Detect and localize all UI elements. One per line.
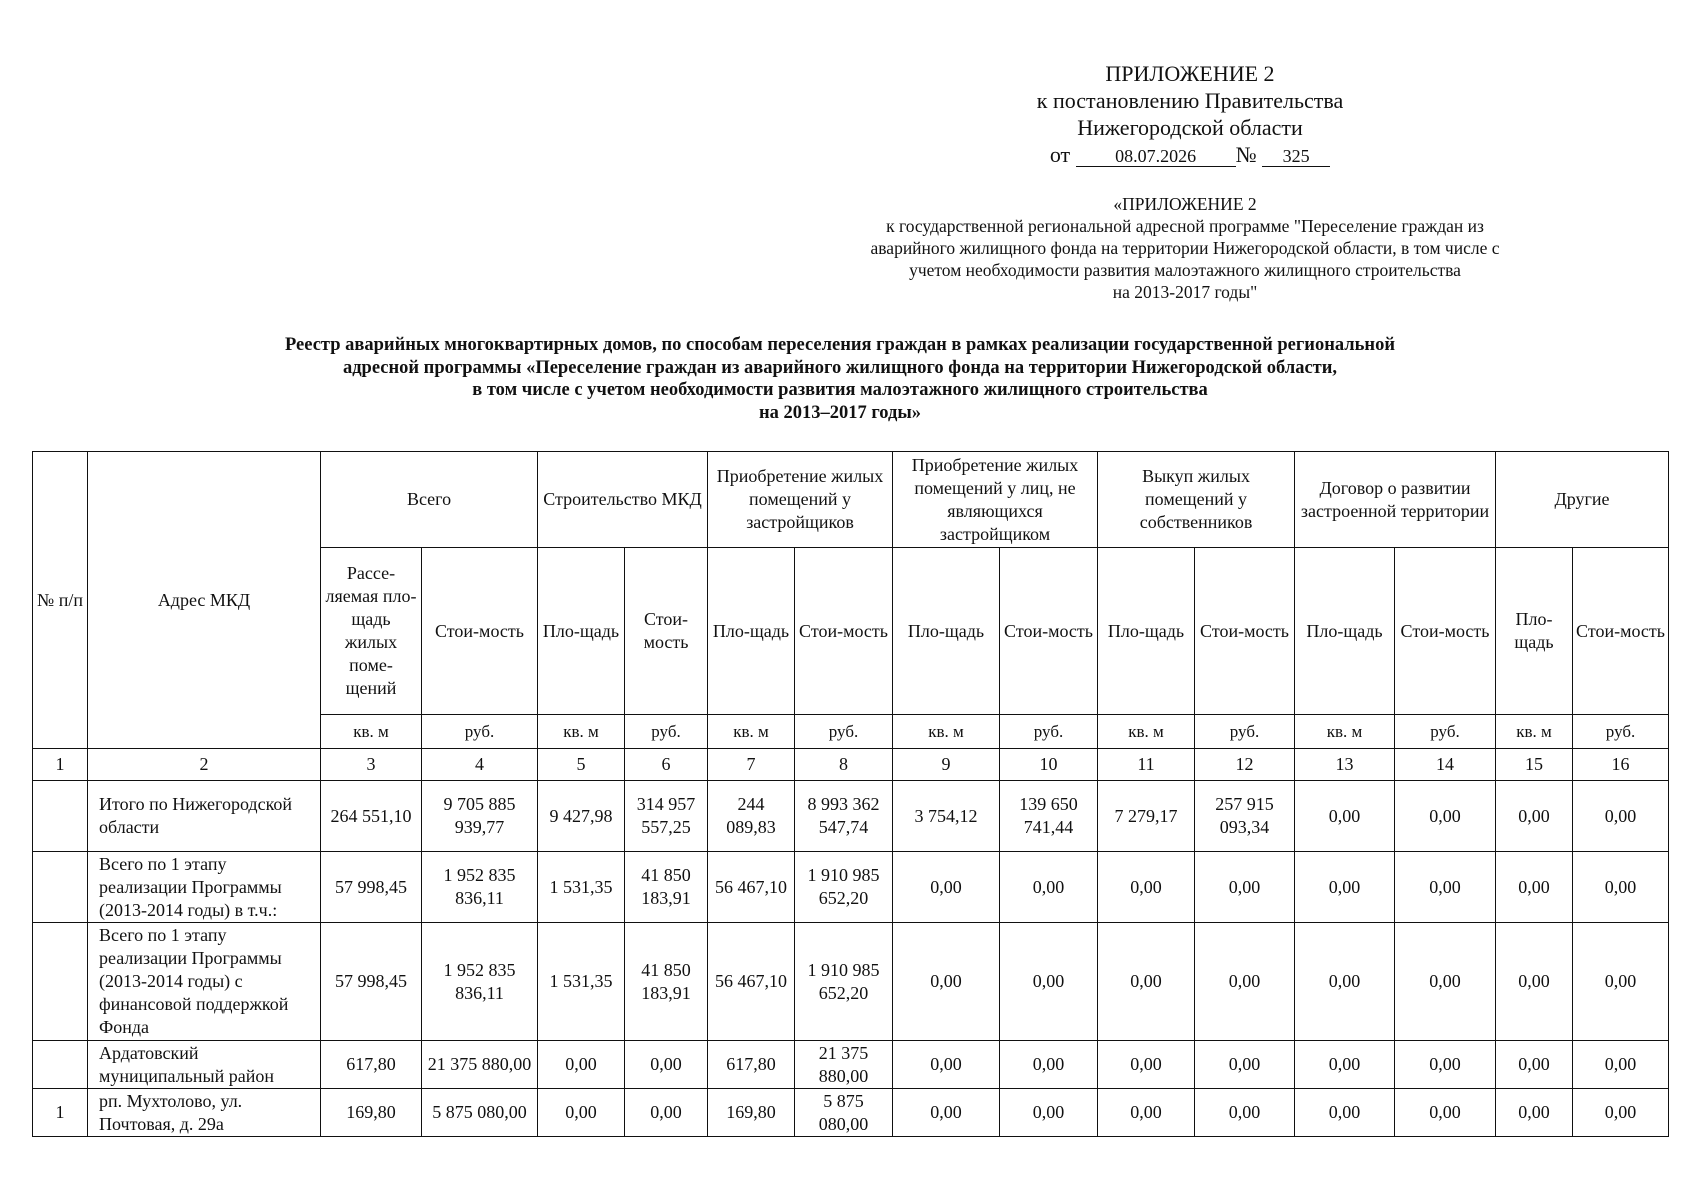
subheader-relocated-area: Рассе-ляемая пло-щадь жилых поме-щений [321,548,422,715]
cell-value: 5 875 080,00 [422,1089,538,1137]
unit-area: кв. м [538,715,625,749]
table-row [33,1041,1669,1089]
registry-title [190,334,1490,424]
cell-value: 0,00 [1098,1041,1195,1089]
cell-value: 0,00 [1395,923,1496,1041]
cell-value: 257 915 093,34 [1195,781,1295,852]
table-row [33,1089,1669,1137]
header-group-purchase-developers: Приобретение жилых помещений у застройщиков [708,452,893,548]
column-number: 8 [795,749,893,781]
cell-value: 9 427,98 [538,781,625,852]
registry-title-line-2: адресной программы «Переселение граждан из аварийного жилищного фонда на территории Нижегородской области, [342,357,1338,378]
row-num [33,923,88,1041]
program-appendix-line-2: аварийного жилищного фонда на территории Нижегородской области, в том числе с [870,238,1500,258]
column-number: 1 [33,749,88,781]
cell-value: 169,80 [321,1089,422,1137]
cell-value: 0,00 [1573,1089,1669,1137]
cell-value: 0,00 [1195,923,1295,1041]
row-num [33,1041,88,1089]
cell-value: 0,00 [1098,852,1195,923]
cell-value: 0,00 [538,1041,625,1089]
header-group-purchase-non-developers: Приобретение жилых помещений у лиц, не являющихся застройщиком [893,452,1098,548]
appendix-title: ПРИЛОЖЕНИЕ 2 [1105,61,1275,86]
subheader-cost: Стои-мость [1195,548,1295,715]
row-num [33,852,88,923]
subheader-cost: Стои-мость [625,548,708,715]
cell-value: 1 952 835 836,11 [422,852,538,923]
subheader-area: Пло-щадь [1295,548,1395,715]
subheader-area: Пло-щадь [708,548,795,715]
appendix-date-line [1000,141,1380,168]
cell-value: 0,00 [1000,852,1098,923]
subheader-area: Пло-щадь [893,548,1000,715]
appendix-line-2: Нижегородской области [1077,115,1303,140]
column-number: 7 [708,749,795,781]
cell-value: 7 279,17 [1098,781,1195,852]
registry-title-line-4: на 2013–2017 годы» [758,402,922,423]
cell-value: 0,00 [1295,852,1395,923]
registry-table [32,451,1669,1137]
cell-value: 0,00 [1098,923,1195,1041]
column-number: 4 [422,749,538,781]
row-address: Итого по Нижегородской области [88,781,321,852]
subheader-cost: Стои-мость [1395,548,1496,715]
cell-value: 0,00 [893,852,1000,923]
cell-value: 0,00 [1496,781,1573,852]
number-sign: № [1235,142,1257,167]
cell-value: 5 875 080,00 [795,1089,893,1137]
column-number: 15 [1496,749,1573,781]
cell-value: 1 910 985 652,20 [795,923,893,1041]
cell-value: 21 375 880,00 [795,1041,893,1089]
cell-value: 617,80 [321,1041,422,1089]
registry-title-line-3: в том числе с учетом необходимости развития малоэтажного жилищного строительства [472,380,1208,400]
cell-value: 617,80 [708,1041,795,1089]
cell-value: 1 910 985 652,20 [795,852,893,923]
program-appendix-title: «ПРИЛОЖЕНИЕ 2 [1113,194,1257,214]
header-num: № п/п [33,452,88,749]
cell-value: 0,00 [893,1041,1000,1089]
cell-value: 0,00 [1496,1041,1573,1089]
column-number: 12 [1195,749,1295,781]
subheader-cost: Стои-мость [1573,548,1669,715]
cell-value: 0,00 [1195,852,1295,923]
subheader-area: Пло-щадь [1496,548,1573,715]
program-appendix-line-3: учетом необходимости развития малоэтажного жилищного строительства [909,260,1461,280]
decree-number: 325 [1262,146,1330,167]
cell-value: 56 467,10 [708,923,795,1041]
cell-value: 0,00 [1098,1089,1195,1137]
column-number: 16 [1573,749,1669,781]
cell-value: 0,00 [625,1089,708,1137]
unit-area: кв. м [708,715,795,749]
subheader-area: Пло-щадь [538,548,625,715]
row-address: рп. Мухтолово, ул. Почтовая, д. 29а [88,1089,321,1137]
cell-value: 1 952 835 836,11 [422,923,538,1041]
header-group-other: Другие [1496,452,1669,548]
cell-value: 0,00 [893,1089,1000,1137]
unit-area: кв. м [893,715,1000,749]
unit-cost: руб. [1395,715,1496,749]
column-numbers-row [33,749,1669,781]
column-number: 6 [625,749,708,781]
unit-cost: руб. [625,715,708,749]
subheader-cost: Стои-мость [422,548,538,715]
cell-value: 57 998,45 [321,923,422,1041]
cell-value: 0,00 [1395,1089,1496,1137]
column-number: 11 [1098,749,1195,781]
cell-value: 8 993 362 547,74 [795,781,893,852]
cell-value: 1 531,35 [538,923,625,1041]
cell-value: 0,00 [1195,1089,1295,1137]
cell-value: 0,00 [1295,781,1395,852]
row-num [33,781,88,852]
header-group-development-agreement: Договор о развитии застроенной территории [1295,452,1496,548]
cell-value: 0,00 [893,923,1000,1041]
cell-value: 0,00 [1573,781,1669,852]
cell-value: 41 850 183,91 [625,923,708,1041]
row-address: Всего по 1 этапу реализации Программы (2013-2014 годы) в т.ч.: [88,852,321,923]
subheader-cost: Стои-мость [795,548,893,715]
cell-value: 0,00 [1295,923,1395,1041]
column-number: 2 [88,749,321,781]
column-number: 13 [1295,749,1395,781]
cell-value: 314 957 557,25 [625,781,708,852]
decree-date: 08.07.2026 [1076,146,1236,167]
cell-value: 0,00 [1496,923,1573,1041]
unit-cost: руб. [1573,715,1669,749]
column-number: 3 [321,749,422,781]
cell-value: 0,00 [625,1041,708,1089]
cell-value: 0,00 [1000,923,1098,1041]
cell-value: 57 998,45 [321,852,422,923]
cell-value: 0,00 [1496,852,1573,923]
unit-cost: руб. [795,715,893,749]
cell-value: 3 754,12 [893,781,1000,852]
cell-value: 9 705 885 939,77 [422,781,538,852]
subheader-cost: Стои-мость [1000,548,1098,715]
cell-value: 0,00 [1395,852,1496,923]
unit-area: кв. м [321,715,422,749]
cell-value: 0,00 [1395,1041,1496,1089]
date-prefix: от [1049,142,1071,167]
cell-value: 244 089,83 [708,781,795,852]
cell-value: 0,00 [1195,1041,1295,1089]
header-address: Адрес МКД [88,452,321,749]
header-group-total: Всего [321,452,538,548]
column-number: 10 [1000,749,1098,781]
table-row [33,923,1669,1041]
cell-value: 21 375 880,00 [422,1041,538,1089]
cell-value: 0,00 [1000,1041,1098,1089]
cell-value: 56 467,10 [708,852,795,923]
header-group-buyout: Выкуп жилых помещений у собственников [1098,452,1295,548]
table-header-row-groups [33,452,1669,548]
cell-value: 0,00 [1295,1089,1395,1137]
cell-value: 169,80 [708,1089,795,1137]
program-appendix-line-1: к государственной региональной адресной программе "Переселение граждан из [886,216,1484,236]
cell-value: 0,00 [538,1089,625,1137]
cell-value: 0,00 [1573,852,1669,923]
program-appendix-header [790,193,1580,303]
column-number: 5 [538,749,625,781]
cell-value: 0,00 [1295,1041,1395,1089]
unit-area: кв. м [1295,715,1395,749]
cell-value: 0,00 [1395,781,1496,852]
cell-value: 139 650 741,44 [1000,781,1098,852]
unit-area: кв. м [1496,715,1573,749]
cell-value: 41 850 183,91 [625,852,708,923]
cell-value: 1 531,35 [538,852,625,923]
table-row [33,781,1669,852]
unit-area: кв. м [1098,715,1195,749]
unit-cost: руб. [1000,715,1098,749]
row-address: Всего по 1 этапу реализации Программы (2013-2014 годы) с финансовой поддержкой Фонда [88,923,321,1041]
cell-value: 0,00 [1573,923,1669,1041]
appendix-line-1: к постановлению Правительства [1036,88,1344,113]
column-number: 9 [893,749,1000,781]
cell-value: 0,00 [1573,1041,1669,1089]
table-row [33,852,1669,923]
subheader-area: Пло-щадь [1098,548,1195,715]
registry-title-line-1: Реестр аварийных многоквартирных домов, по способам переселения граждан в рамках реализации государственной региональной [285,335,1395,355]
cell-value: 264 551,10 [321,781,422,852]
cell-value: 0,00 [1496,1089,1573,1137]
header-group-construction: Строительство МКД [538,452,708,548]
row-address: Ардатовский муниципальный район [88,1041,321,1089]
unit-cost: руб. [422,715,538,749]
program-appendix-line-4: на 2013-2017 годы" [1112,282,1258,302]
column-number: 14 [1395,749,1496,781]
row-num: 1 [33,1089,88,1137]
cell-value: 0,00 [1000,1089,1098,1137]
unit-cost: руб. [1195,715,1295,749]
appendix-header [1000,60,1380,168]
